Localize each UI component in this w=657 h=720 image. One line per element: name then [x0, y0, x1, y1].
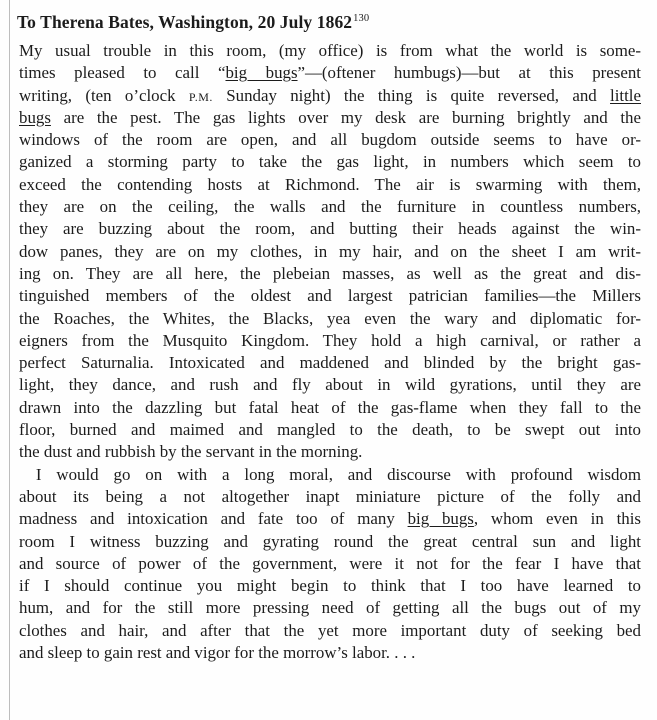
text-line [19, 374, 641, 396]
text-run: ganized a storming party to take the gas light, in numbers which seem to [19, 152, 641, 172]
text-line [19, 62, 641, 84]
text-run: perfect Saturnalia. Intoxicated and maddened and blinded by the bright gas- [19, 353, 641, 373]
text-run: they are on the ceiling, the walls and the furniture in countless numbers, [19, 197, 641, 217]
text-line [19, 464, 641, 486]
text-run: tinguished members of the oldest and largest patrician families—the Millers [19, 286, 641, 306]
footnote-marker: 130 [353, 13, 370, 24]
text-line [19, 597, 641, 619]
text-run: My usual trouble in this room, (my office) is from what the world is some- [19, 41, 641, 60]
text-line [19, 575, 641, 597]
letter-body [19, 40, 641, 664]
text-run: writing, (ten o’clock [19, 85, 189, 105]
text-run: drawn into the dazzling but fatal heat of the gas-flame when they fall to the [19, 397, 641, 417]
text-line [19, 397, 641, 419]
text-run: the Roaches, the Whites, the Blacks, yea even the wary and diplomatic for- [19, 308, 641, 328]
text-run: light, they dance, and rush and fly about in wild gyrations, until they are [19, 375, 641, 395]
text-line [19, 174, 641, 196]
text-line [19, 40, 641, 62]
letter-heading-text: To Therena Bates, Washington, 20 July 1862 [17, 12, 353, 32]
text-run: and source of power of the government, were it not for the fear I have that [19, 553, 641, 573]
text-line [19, 285, 641, 307]
scan-edge-line [9, 0, 10, 720]
text-run: windows of the room are open, and all bugdom outside seems to have or- [19, 130, 641, 150]
text-line [19, 553, 641, 575]
text-line [19, 508, 641, 530]
text-run: if I should continue you might begin to think that I too have learned to [19, 576, 641, 596]
text-run: room I witness buzzing and gyrating round the great central sun and light [19, 531, 641, 551]
text-run: the dust and rubbish by the servant in the morning. [19, 442, 363, 462]
text-line [19, 441, 641, 463]
text-line [19, 85, 641, 107]
text-line [19, 642, 641, 664]
text-run: they are buzzing about the room, and butting their heads against the win- [19, 219, 641, 239]
text-line [19, 352, 641, 374]
text-line [19, 486, 641, 508]
text-run: madness and intoxication and fate too of many [19, 509, 408, 529]
text-run: are the pest. The gas lights over my desk are burning brightly and the [50, 107, 641, 127]
underlined-phrase: big bugs [407, 509, 474, 529]
text-run: clothes and hair, and after that the yet more important duty of seeking bed [19, 620, 641, 640]
text-line [19, 129, 641, 151]
text-line [19, 263, 641, 285]
underlined-phrase: little [610, 85, 641, 105]
text-line [19, 218, 641, 240]
underlined-phrase: bugs [19, 107, 51, 127]
text-run: I would go on with a long moral, and discourse with profound wisdom [19, 464, 641, 484]
text-line [19, 308, 641, 330]
text-line [19, 107, 641, 129]
text-line [19, 531, 641, 553]
text-run: hum, and for the still more pressing need of getting all the bugs out of my [19, 598, 641, 618]
text-line [19, 196, 641, 218]
text-run: and sleep to gain rest and vigor for the morrow’s labor. . . . [19, 643, 416, 663]
text-line [19, 241, 641, 263]
text-run: , whom even in this [473, 509, 641, 529]
text-run: ”—(oftener humbugs)—but at this present [297, 63, 641, 83]
text-run: times pleased to call “ [19, 63, 226, 83]
text-run: dow panes, they are on my clothes, in my hair, and on the sheet I am writ- [19, 241, 641, 261]
text-run: Sunday night) the thing is quite reversed, and [212, 85, 611, 105]
text-run: eigners from the Musquito Kingdom. They hold a high carnival, or rather a [19, 330, 641, 350]
text-run: exceed the contending hosts at Richmond. The air is swarming with them, [19, 174, 641, 194]
small-caps-text: P.M. [188, 89, 213, 104]
text-run: ing on. They are all here, the plebeian masses, as well as the great and dis- [19, 263, 641, 283]
text-line [19, 151, 641, 173]
text-line [19, 330, 641, 352]
underlined-phrase: big bugs [225, 63, 298, 83]
letter-heading [17, 6, 369, 35]
text-run: about its being a not altogether inapt miniature picture of the folly and [19, 486, 641, 506]
text-line [19, 419, 641, 441]
text-line [19, 620, 641, 642]
text-run: floor, burned and maimed and mangled to the death, to be swept out into [19, 420, 641, 440]
